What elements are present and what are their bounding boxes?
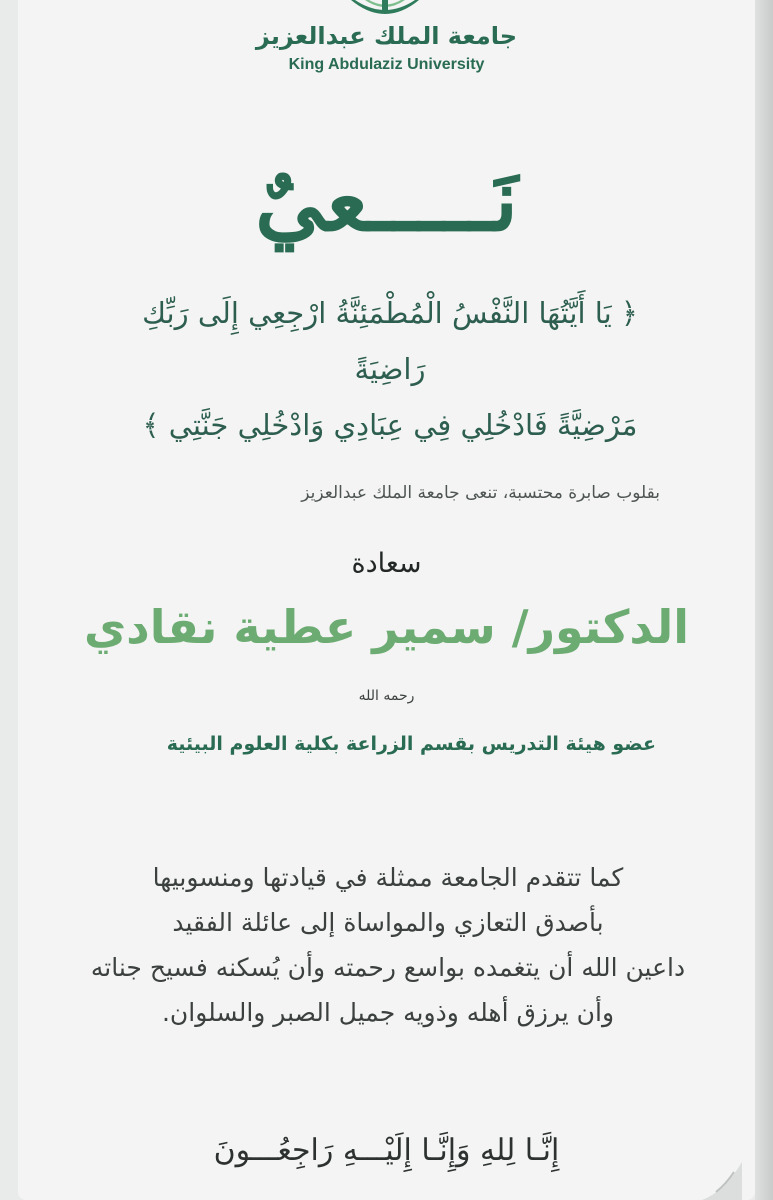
condolence-line: بأصدق التعازي والمواساة إلى عائلة الفقيد [172,908,604,937]
verse-line: ﴿ يَا أَيَّتُهَا النَّفْسُ الْمُطْمَئِنَّةُ ارْجِعِي إِلَى رَبِّكِ رَاضِيَةً [142,296,638,386]
university-name-english: King Abdulaziz University [288,56,485,73]
mercy-phrase: رحمه الله [358,688,415,704]
notice-title: نَـــــعيٌ [254,150,519,251]
position-title: عضو هيئة التدريس بقسم الزراعة بكلية العلوم البيئية [166,733,656,755]
share-curl-icon[interactable] [702,1162,742,1200]
honorific: سعادة [351,548,422,579]
quran-verse [120,285,660,453]
condolence-line: داعين الله أن يتغمده بواسع رحمته وأن يُسكنه فسيح جناته [90,953,686,982]
condolence-message [40,855,736,1035]
condolence-line: كما تتقدم الجامعة ممثلة في قيادتها ومنسوبيها [152,863,624,892]
kau-emblem-icon [345,0,425,22]
closing-verse: إِنَّـا لِلهِ وَإِنَّـا إِلَيْـــهِ رَاجِعُـــونَ [213,1133,560,1168]
condolence-line: وأن يرزق أهله وذويه جميل الصبر والسلوان. [161,998,615,1027]
university-name-arabic: جامعة الملك عبدالعزيز [255,22,518,50]
verse-line: مَرْضِيَّةً فَادْخُلِي فِي عِبَادِي وَادْخُلِي جَنَّتِي ﴾ [142,408,638,442]
deceased-name: الدكتور/ سمير عطية نقادي [83,600,690,654]
intro-text: بقلوب صابرة محتسبة، تنعى جامعة الملك عبدالعزيز [301,483,660,503]
